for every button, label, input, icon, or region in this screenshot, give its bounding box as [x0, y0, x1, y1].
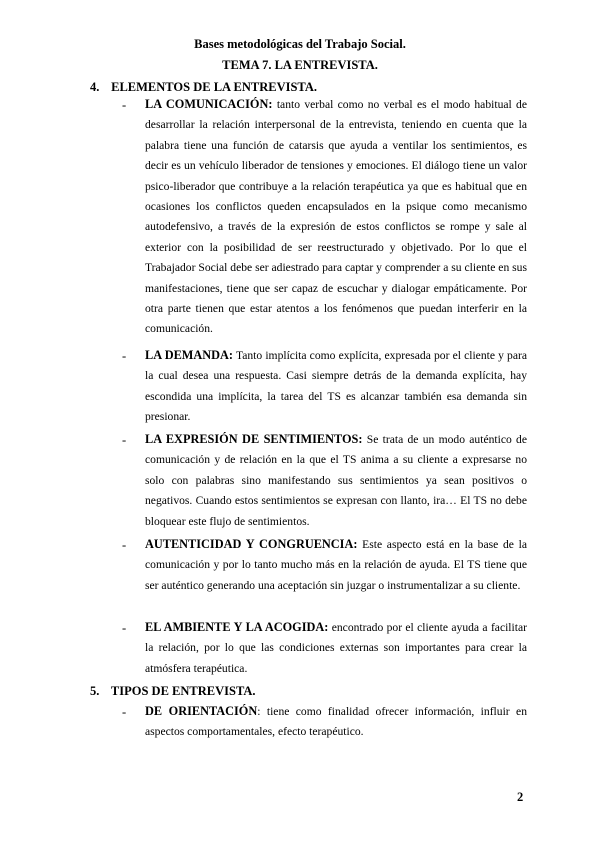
item-term: DE ORIENTACIÓN: [145, 704, 258, 718]
section-title: TIPOS DE ENTREVISTA.: [110, 684, 256, 698]
list-bullet: -: [122, 705, 127, 719]
list-item-text: [145, 429, 527, 532]
list-bullet: -: [122, 98, 127, 112]
page-number: 2: [517, 790, 524, 804]
section-title: ELEMENTOS DE LA ENTREVISTA.: [111, 80, 317, 94]
item-term: LA EXPRESIÓN DE SENTIMIENTOS:: [145, 432, 363, 446]
item-term: LA DEMANDA:: [145, 348, 234, 362]
list-bullet: -: [122, 621, 127, 635]
section-number: 5.: [90, 684, 100, 698]
list-bullet: -: [122, 349, 127, 363]
list-item-text: [145, 617, 527, 679]
item-body: Este aspecto está en la base de la comunicación y por lo tanto mucho más en la relación de ayuda. El TS tiene que ser auténtico generando una aceptación sin juzgar o instrumentalizar a su cliente.: [145, 538, 527, 592]
list-item-text: [145, 534, 527, 596]
section-number: 4.: [90, 80, 100, 94]
list-item-text: [145, 94, 527, 340]
item-term: EL AMBIENTE Y LA ACOGIDA:: [145, 620, 329, 634]
document-topic: TEMA 7. LA ENTREVISTA.: [222, 58, 378, 72]
list-item-text: [145, 345, 527, 428]
item-term: LA COMUNICACIÓN:: [145, 97, 273, 111]
list-bullet: -: [122, 538, 127, 552]
section-heading-5: [90, 684, 256, 699]
item-term: AUTENTICIDAD Y CONGRUENCIA:: [145, 537, 358, 551]
document-subject: Bases metodológicas del Trabajo Social.: [194, 37, 406, 51]
item-body: encontrado por el cliente ayuda a facilitar la relación, por lo que las condiciones externas son importantes para crear la atmósfera terapéutica.: [145, 621, 527, 675]
item-body: : tiene como finalidad ofrecer información, influir en aspectos comportamentales, efecto terapéutico.: [145, 705, 527, 739]
item-body: tanto verbal como no verbal es el modo habitual de desarrollar la relación interpersonal de la entrevista, teniendo en cuenta que la palabra tiene una función de catarsis que ayuda a ventilar los sentimientos, es decir es un vehículo liberador de tensiones y emociones. El diálogo tiene un valor psico-liberador que contribuye a la relación terapéutica ya que es habitual que en ocasiones los conflictos queden encapsulados en la psique como mecanismo autodefensivo, a través de la expresión de estos conflictos se rompe y sale al exterior con la posibilidad de ser reestructurado y objetivado. Por lo que el Trabajador Social debe ser adiestrado para captar y comprender a su cliente en sus manifestaciones, tiene que ser capaz de escuchar y dialogar empáticamente. Por otra parte tienen que estar atentos a los fenómenos que puedan interferir en la comunicación.: [145, 98, 528, 336]
item-body: Se trata de un modo auténtico de comunicación y de relación en la que el TS anima a su cliente a expresarse no solo con palabras sino manifestando sus sentimientos ya sean positivos o negativos. Cuando estos sentimientos se expresan con llanto, ira… El TS no debe bloquear este flujo de sentimientos.: [145, 433, 527, 528]
section-heading-4: [90, 80, 317, 95]
item-body: Tanto implícita como explícita, expresada por el cliente y para la cual desea una respuesta. Casi siempre detrás de la demanda explícita, hay escondida una implícita, la tarea del TS es alcanzar también esa demanda sin presionar.: [145, 349, 527, 424]
list-item-text: [145, 701, 527, 743]
list-bullet: -: [122, 433, 127, 447]
